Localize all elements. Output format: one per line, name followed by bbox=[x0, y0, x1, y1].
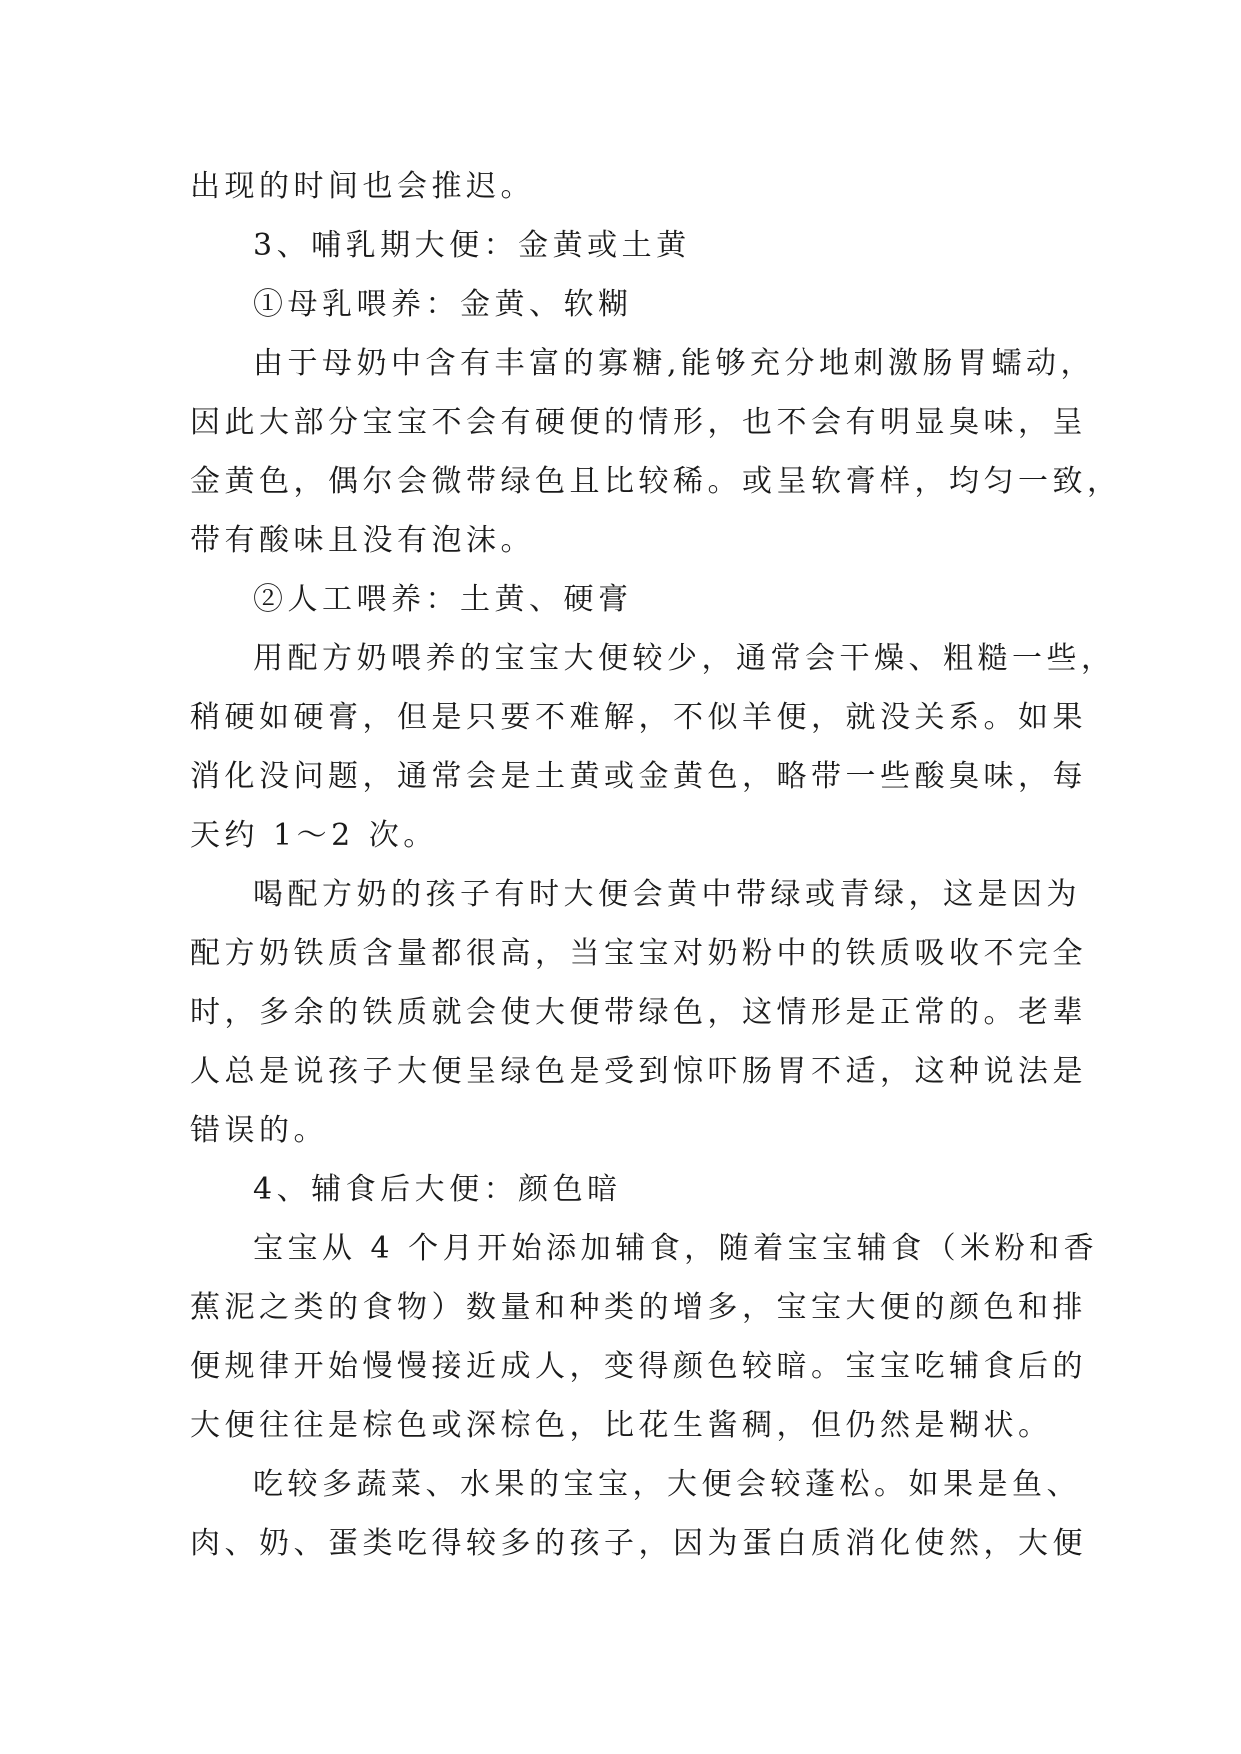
text-line-19: 宝宝从 4 个月开始添加辅食，随着宝宝辅食（米粉和香 bbox=[253, 1231, 1099, 1266]
text-line-5: 因此大部分宝宝不会有硬便的情形，也不会有明显臭味，呈 bbox=[190, 405, 1087, 440]
text-line-9: 用配方奶喂养的宝宝大便较少，通常会干燥、粗糙一些， bbox=[253, 641, 1116, 676]
text-line-22: 大便往往是棕色或深棕色，比花生酱稠，但仍然是糊状。 bbox=[190, 1408, 1053, 1443]
text-line-11: 消化没问题，通常会是土黄或金黄色，略带一些酸臭味，每 bbox=[190, 759, 1087, 794]
subheading-breastfeeding: ①母乳喂养：金黄、软糊 bbox=[253, 287, 633, 322]
subheading-formula-feeding: ②人工喂养：土黄、硬膏 bbox=[253, 582, 633, 617]
text-line-16: 人总是说孩子大便呈绿色是受到惊吓肠胃不适，这种说法是 bbox=[190, 1054, 1087, 1089]
text-line-17: 错误的。 bbox=[190, 1113, 328, 1148]
text-line-4: 由于母奶中含有丰富的寡糖,能够充分地刺激肠胃蠕动， bbox=[253, 346, 1096, 381]
text-line-24: 肉、奶、蛋类吃得较多的孩子，因为蛋白质消化使然，大便 bbox=[190, 1526, 1087, 1561]
text-line-6: 金黄色，偶尔会微带绿色且比较稀。或呈软膏样，均匀一致， bbox=[190, 464, 1122, 499]
text-line-14: 配方奶铁质含量都很高，当宝宝对奶粉中的铁质吸收不完全 bbox=[190, 936, 1087, 971]
document-body bbox=[190, 157, 1122, 1573]
text-line-13: 喝配方奶的孩子有时大便会黄中带绿或青绿，这是因为 bbox=[253, 877, 1081, 912]
text-line-1: 出现的时间也会推迟。 bbox=[190, 169, 535, 204]
text-line-7: 带有酸味且没有泡沫。 bbox=[190, 523, 535, 558]
text-line-12: 天约 1～2 次。 bbox=[190, 818, 438, 853]
text-line-20: 蕉泥之类的食物）数量和种类的增多，宝宝大便的颜色和排 bbox=[190, 1290, 1087, 1325]
section-heading-4: 4、辅食后大便：颜色暗 bbox=[253, 1172, 622, 1207]
text-line-23: 吃较多蔬菜、水果的宝宝，大便会较蓬松。如果是鱼、 bbox=[253, 1467, 1081, 1502]
text-line-10: 稍硬如硬膏，但是只要不难解，不似羊便，就没关系。如果 bbox=[190, 700, 1087, 735]
text-line-21: 便规律开始慢慢接近成人，变得颜色较暗。宝宝吃辅食后的 bbox=[190, 1349, 1087, 1384]
text-line-15: 时，多余的铁质就会使大便带绿色，这情形是正常的。老辈 bbox=[190, 995, 1087, 1030]
section-heading-3: 3、哺乳期大便：金黄或土黄 bbox=[253, 228, 691, 263]
